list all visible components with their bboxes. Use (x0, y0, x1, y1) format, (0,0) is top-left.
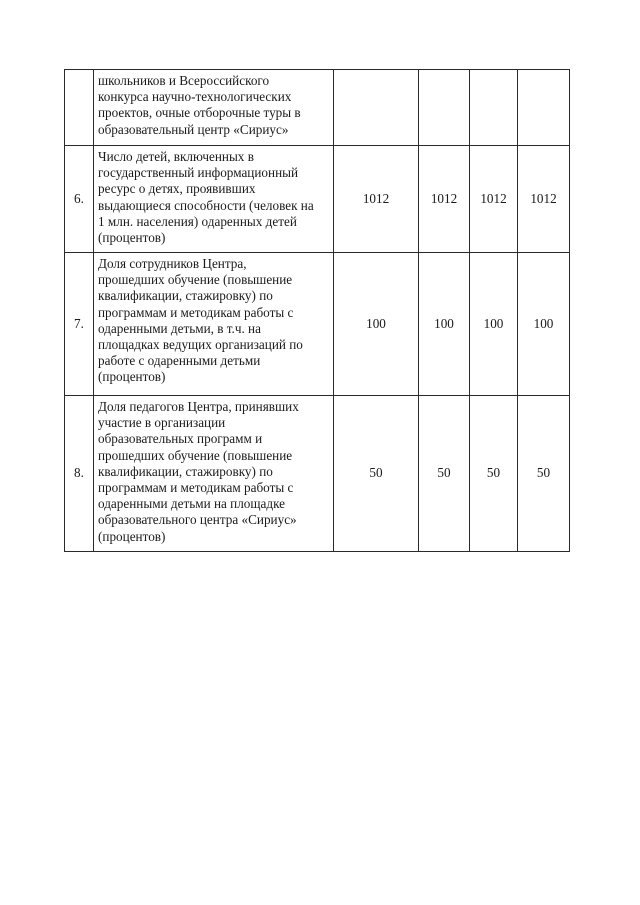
indicator-text-line: (процентов) (98, 528, 166, 544)
indicator-text-line: Доля педагогов Центра, принявших (98, 399, 299, 414)
indicator-text-line: образовательных программ и (98, 431, 263, 447)
indicator-text-line: квалификации, стажировку) по (98, 288, 273, 304)
indicator-text-line: (процентов) (98, 369, 166, 385)
indicator-text-line: прошедших обучение (повышение (98, 272, 293, 288)
value-cell: 50 (470, 396, 518, 552)
indicator-text-line: образовательного центра «Сириус» (98, 512, 297, 528)
indicator-name (94, 253, 334, 396)
value-cell: 1012 (470, 146, 518, 253)
indicator-text-line: Доля сотрудников Центра, (98, 256, 247, 271)
indicators-table (64, 69, 570, 552)
value-cell (470, 70, 518, 146)
indicator-text-line: проектов, очные отборочные туры в (98, 105, 301, 121)
table-row (65, 253, 570, 396)
indicator-text-line: конкурса научно-технологических (98, 89, 292, 105)
value-cell: 100 (470, 253, 518, 396)
table-row (65, 146, 570, 253)
indicator-text-line: участие в организации (98, 415, 226, 431)
value-cell: 1012 (419, 146, 470, 253)
row-number: 8. (65, 396, 94, 552)
value-cell (518, 70, 570, 146)
indicator-text-line: квалификации, стажировку) по (98, 463, 273, 479)
indicator-text-line: одаренными детьми, в т.ч. на (98, 320, 261, 336)
table-row (65, 396, 570, 552)
value-cell: 1012 (518, 146, 570, 253)
value-cell: 50 (334, 396, 419, 552)
indicator-text-line: образовательный центр «Сириус» (98, 121, 289, 137)
indicator-text-line: государственный информационный (98, 165, 299, 181)
indicator-text-line: программам и методикам работы с (98, 304, 294, 320)
indicator-text-line: работе с одаренными детьми (98, 353, 261, 369)
row-number: 6. (65, 146, 94, 253)
indicator-text-line: программам и методикам работы с (98, 480, 294, 496)
indicator-name (94, 396, 334, 552)
value-cell: 50 (518, 396, 570, 552)
indicator-text-line: (процентов) (98, 230, 166, 246)
indicator-text-line: Число детей, включенных в (98, 149, 254, 164)
value-cell (334, 70, 419, 146)
value-cell: 100 (334, 253, 419, 396)
value-cell (419, 70, 470, 146)
indicator-text-line: одаренными детьми на площадке (98, 496, 286, 512)
indicator-name (94, 70, 334, 146)
indicator-name (94, 146, 334, 253)
indicator-text-line: ресурс о детях, проявивших (98, 181, 256, 197)
indicator-text-line: прошедших обучение (повышение (98, 447, 293, 463)
row-number (65, 70, 94, 146)
value-cell: 50 (419, 396, 470, 552)
indicator-text-line: площадках ведущих организаций по (98, 337, 303, 353)
indicator-text-line: 1 млн. населения) одаренных детей (98, 213, 297, 229)
value-cell: 100 (518, 253, 570, 396)
indicator-text-line: школьников и Всероссийского (98, 73, 270, 88)
value-cell: 100 (419, 253, 470, 396)
value-cell: 1012 (334, 146, 419, 253)
indicator-text-line: выдающиеся способности (человек на (98, 197, 314, 213)
table-row (65, 70, 570, 146)
row-number: 7. (65, 253, 94, 396)
